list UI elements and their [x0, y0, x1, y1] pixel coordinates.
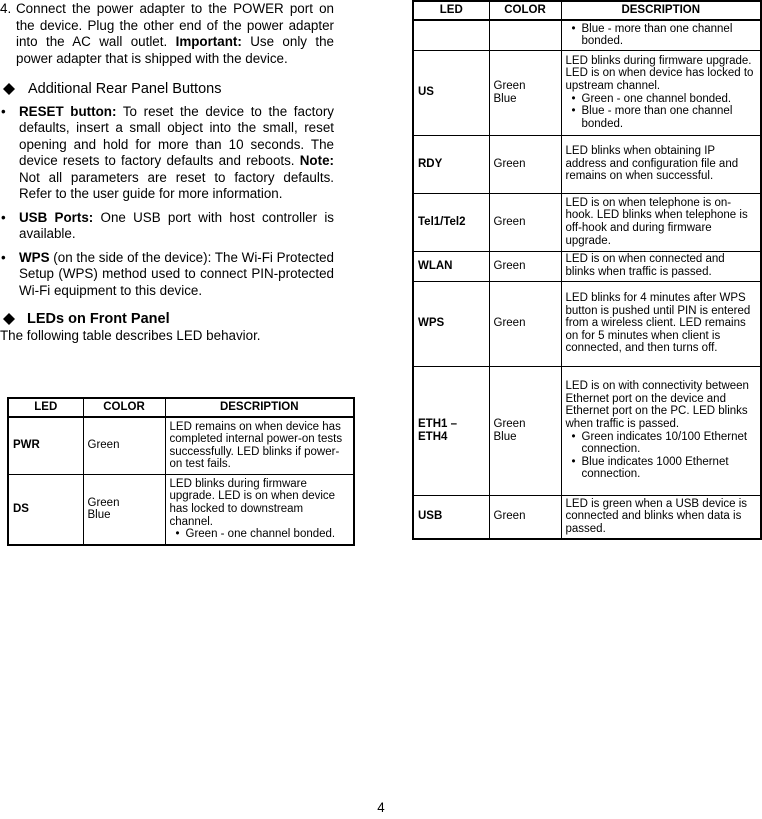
header-color: COLOR — [489, 1, 561, 20]
sub-list — [566, 93, 757, 131]
bullet-dot-icon: • — [571, 92, 576, 105]
page-number: 4 — [377, 800, 385, 815]
led-name: WPS — [413, 281, 489, 366]
led-color: Green — [489, 495, 561, 539]
led-color: Green — [489, 193, 561, 251]
list-item: • Blue - more than one channel bonded. — [566, 105, 757, 130]
bullet-usb: • USB Ports: One USB port with host controller is available. — [1, 209, 334, 241]
bullet-dot-icon: • — [571, 105, 576, 118]
bullet-dot-icon: • — [571, 455, 576, 468]
header-description: DESCRIPTION — [561, 1, 761, 20]
header-description: DESCRIPTION — [165, 398, 354, 417]
step-text: Connect the power adapter to the POWER port on the device. Plug the other end of the power adapter into the AC wall outlet. Important: Use only the power adapter that is shipped with the device. — [16, 1, 334, 66]
led-name: RDY — [413, 135, 489, 193]
sub-list — [566, 431, 757, 481]
step-number: 4. — [0, 1, 12, 16]
diamond-bullet-icon — [3, 83, 15, 95]
table-header-row — [8, 398, 354, 417]
led-description: LED is on with connectivity between Ethernet port on the device and Ethernet port on the PC. LED blinks when traffic is passed. • Green indicates 10/100 Ethernet connection. • Blue indicates 1000 Ethernet connection. — [561, 366, 761, 495]
list-item: • Green - one channel bonded. — [170, 528, 350, 541]
left-column — [0, 0, 334, 344]
diamond-bullet-icon — [3, 313, 15, 325]
bullet-dot-icon: • — [1, 103, 6, 119]
led-name: PWR — [8, 417, 83, 474]
important-label: Important: — [175, 34, 242, 49]
list-item: • Green indicates 10/100 Ethernet connection. — [566, 431, 757, 456]
led-color: Green Blue — [489, 366, 561, 495]
bullet-dot-icon: • — [571, 430, 576, 443]
header-led: LED — [413, 1, 489, 20]
led-table-part-1 — [7, 397, 355, 546]
led-table-part-2 — [412, 0, 762, 540]
list-item: • Green - one channel bonded. — [566, 93, 757, 106]
led-name: USB — [413, 495, 489, 539]
header-led: LED — [8, 398, 83, 417]
bullet-dot-icon: • — [175, 528, 180, 541]
led-description: LED remains on when device has completed internal power-on tests successfully. LED blinks if power-on test fails. — [165, 417, 354, 474]
list-item: • Blue - more than one channel bonded. — [566, 23, 757, 48]
table-row — [413, 50, 761, 135]
led-color: Green Blue — [83, 474, 165, 545]
sub-list — [170, 528, 350, 541]
led-name: US — [413, 50, 489, 135]
table-row — [413, 20, 761, 50]
table-row — [413, 366, 761, 495]
list-item: • Blue indicates 1000 Ethernet connection. — [566, 456, 757, 481]
bullet-dot-icon: • — [1, 209, 6, 225]
led-name — [413, 20, 489, 50]
led-intro: The following table describes LED behavior. — [0, 327, 261, 343]
led-name: DS — [8, 474, 83, 545]
table-header-row — [413, 1, 761, 20]
header-color: COLOR — [83, 398, 165, 417]
table-row — [8, 474, 354, 545]
table-row — [413, 135, 761, 193]
led-description — [561, 20, 761, 50]
led-color: Green — [83, 417, 165, 474]
leds-heading: LEDs on Front Panel — [0, 311, 334, 328]
table-row — [413, 193, 761, 251]
table-row — [413, 495, 761, 539]
led-description: LED blinks during firmware upgrade. LED is on when device has locked to upstream channel. • Green - one channel bonded. • Blue - more than one channel bonded. — [561, 50, 761, 135]
bullet-dot-icon: • — [571, 22, 576, 35]
led-name: WLAN — [413, 251, 489, 281]
led-color — [489, 20, 561, 50]
led-name: ETH1 – ETH4 — [413, 366, 489, 495]
table-row — [8, 417, 354, 474]
led-description: LED is green when a USB device is connected and blinks when data is passed. — [561, 495, 761, 539]
bullet-reset: • RESET button: To reset the device to the factory defaults, insert a small object into the small, reset opening and hold for more than 10 seconds. The device resets to factory defaults and reboots. Note: Not all parameters are reset to factory defaults. Refer to the user guide for more information. — [1, 103, 334, 201]
bullet-dot-icon: • — [1, 249, 6, 265]
rear-panel-heading: Additional Rear Panel Buttons — [0, 81, 334, 98]
led-name: Tel1/Tel2 — [413, 193, 489, 251]
led-color: Green — [489, 135, 561, 193]
led-description: LED blinks when obtaining IP address and configuration file and remains on when successful. — [561, 135, 761, 193]
led-color: Green Blue — [489, 50, 561, 135]
led-description: LED blinks for 4 minutes after WPS button is pushed until PIN is entered from a wireless client. LED remains on for 5 minutes when client is connected, and then turns off. — [561, 281, 761, 366]
led-color: Green — [489, 251, 561, 281]
bullet-wps: • WPS (on the side of the device): The Wi-Fi Protected Setup (WPS) method used to connect PIN-protected Wi-Fi equipment to this device. — [1, 249, 334, 298]
led-description: LED is on when connected and blinks when traffic is passed. — [561, 251, 761, 281]
led-description: LED blinks during firmware upgrade. LED is on when device has locked to downstream channel. • Green - one channel bonded. — [165, 474, 354, 545]
table-row — [413, 281, 761, 366]
sub-list — [566, 23, 757, 48]
table-row — [413, 251, 761, 281]
step-4 — [0, 1, 334, 67]
led-color: Green — [489, 281, 561, 366]
led-description: LED is on when telephone is on-hook. LED blinks when telephone is off-hook and during firmware upgrade. — [561, 193, 761, 251]
